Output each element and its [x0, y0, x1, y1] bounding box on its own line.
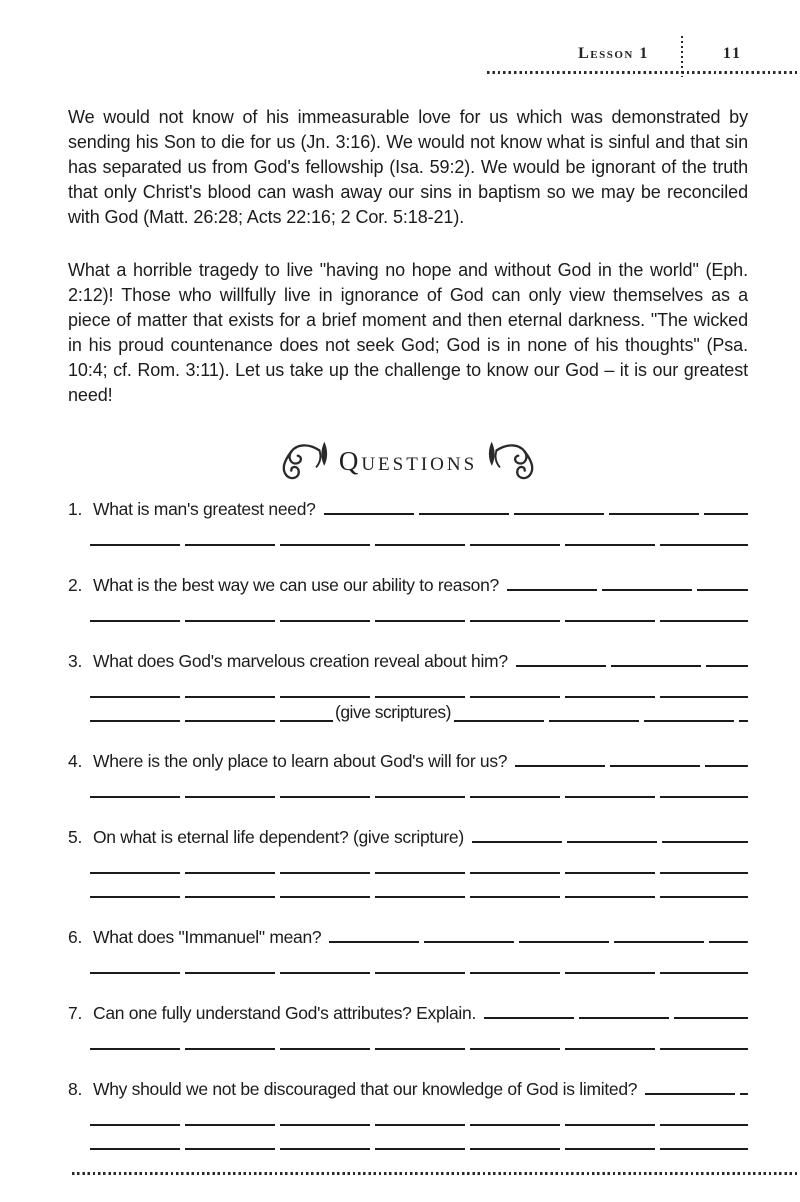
answer-blank-line [90, 674, 748, 698]
answer-blank-line [90, 1026, 748, 1050]
question-number: 1. [68, 499, 83, 519]
question-number: 7. [68, 1003, 83, 1023]
answer-blank-line-with-label [90, 698, 748, 722]
answer-blank-inline [645, 1076, 748, 1095]
question-number: 2. [68, 575, 83, 595]
question-item [68, 1076, 748, 1150]
answer-blank-line [90, 598, 748, 622]
question-text: What is man's greatest need? [93, 499, 316, 519]
answer-blank-inline [516, 648, 748, 667]
body-paragraph: What a horrible tragedy to live "having no hope and without God in the world" (Eph. 2:12)! Those who willfully live in ignorance of God can only view themselves as a piece of matter that exists for a brief moment and then eternal darkness. "The wicked in his proud countenance does not seek God; God is in none of his thoughts" (Psa. 10:4; cf. Rom. 3:11). Let us take up the challenge to know our God – it is our greatest need! [68, 260, 748, 405]
question-text: What is the best way we can use our ability to reason? [93, 575, 499, 595]
question-text: What does God's marvelous creation reveal about him? [93, 651, 508, 671]
question-number: 4. [68, 751, 83, 771]
question-item [68, 648, 748, 722]
question-text: Where is the only place to learn about God's will for us? [93, 751, 508, 771]
page-content [0, 75, 800, 1150]
answer-blank-line [90, 1102, 748, 1126]
question-item [68, 496, 748, 546]
answer-blank-line [90, 850, 748, 874]
answer-blank-line [90, 774, 748, 798]
question-item [68, 572, 748, 622]
answer-blank-segment [454, 703, 748, 722]
lesson-label: Lesson 1 [578, 45, 649, 62]
question-item [68, 824, 748, 898]
answer-blank-line [90, 950, 748, 974]
question-number: 8. [68, 1079, 83, 1099]
answer-blank-inline [324, 496, 748, 515]
page-number: 11 [722, 45, 742, 62]
questions-heading-row [68, 436, 748, 486]
header-dotted-rule [487, 71, 800, 74]
answer-blank-inline [329, 924, 748, 943]
body-paragraph: We would not know of his immeasurable love for us which was demonstrated by sending his Son to die for us (Jn. 3:16). We would not know what is sinful and that sin has separated us from God's fellowship (Isa. 59:2). We would be ignorant of the truth that only Christ's blood can wash away our sins in baptism so we may be reconciled with God (Matt. 26:28; Acts 22:16; 2 Cor. 5:18-21). [68, 107, 748, 227]
question-item [68, 748, 748, 798]
answer-blank-inline [507, 572, 748, 591]
question-text: What does "Immanuel" mean? [93, 927, 322, 947]
question-text: On what is eternal life dependent? (give scripture) [93, 827, 464, 847]
answer-blank-line [90, 874, 748, 898]
question-item [68, 924, 748, 974]
flourish-right-icon [485, 439, 539, 483]
flourish-left-icon [277, 439, 331, 483]
footer-dotted-rule [72, 1172, 800, 1175]
question-number: 3. [68, 651, 83, 671]
question-text: Can one fully understand God's attributes? Explain. [93, 1003, 477, 1023]
answer-blank-line [90, 1126, 748, 1150]
answer-blank-inline [515, 748, 748, 767]
question-number: 6. [68, 927, 83, 947]
give-scriptures-label: (give scriptures) [335, 702, 451, 722]
page-header [0, 0, 800, 75]
question-item [68, 1000, 748, 1050]
questions-heading: Questions [338, 445, 478, 476]
question-number: 5. [68, 827, 83, 847]
answer-blank-inline [484, 1000, 748, 1019]
answer-blank-line [90, 522, 748, 546]
question-text: Why should we not be discouraged that our knowledge of God is limited? [93, 1079, 638, 1099]
answer-blank-segment [90, 703, 333, 722]
questions-list [68, 496, 748, 1150]
answer-blank-inline [472, 824, 748, 843]
